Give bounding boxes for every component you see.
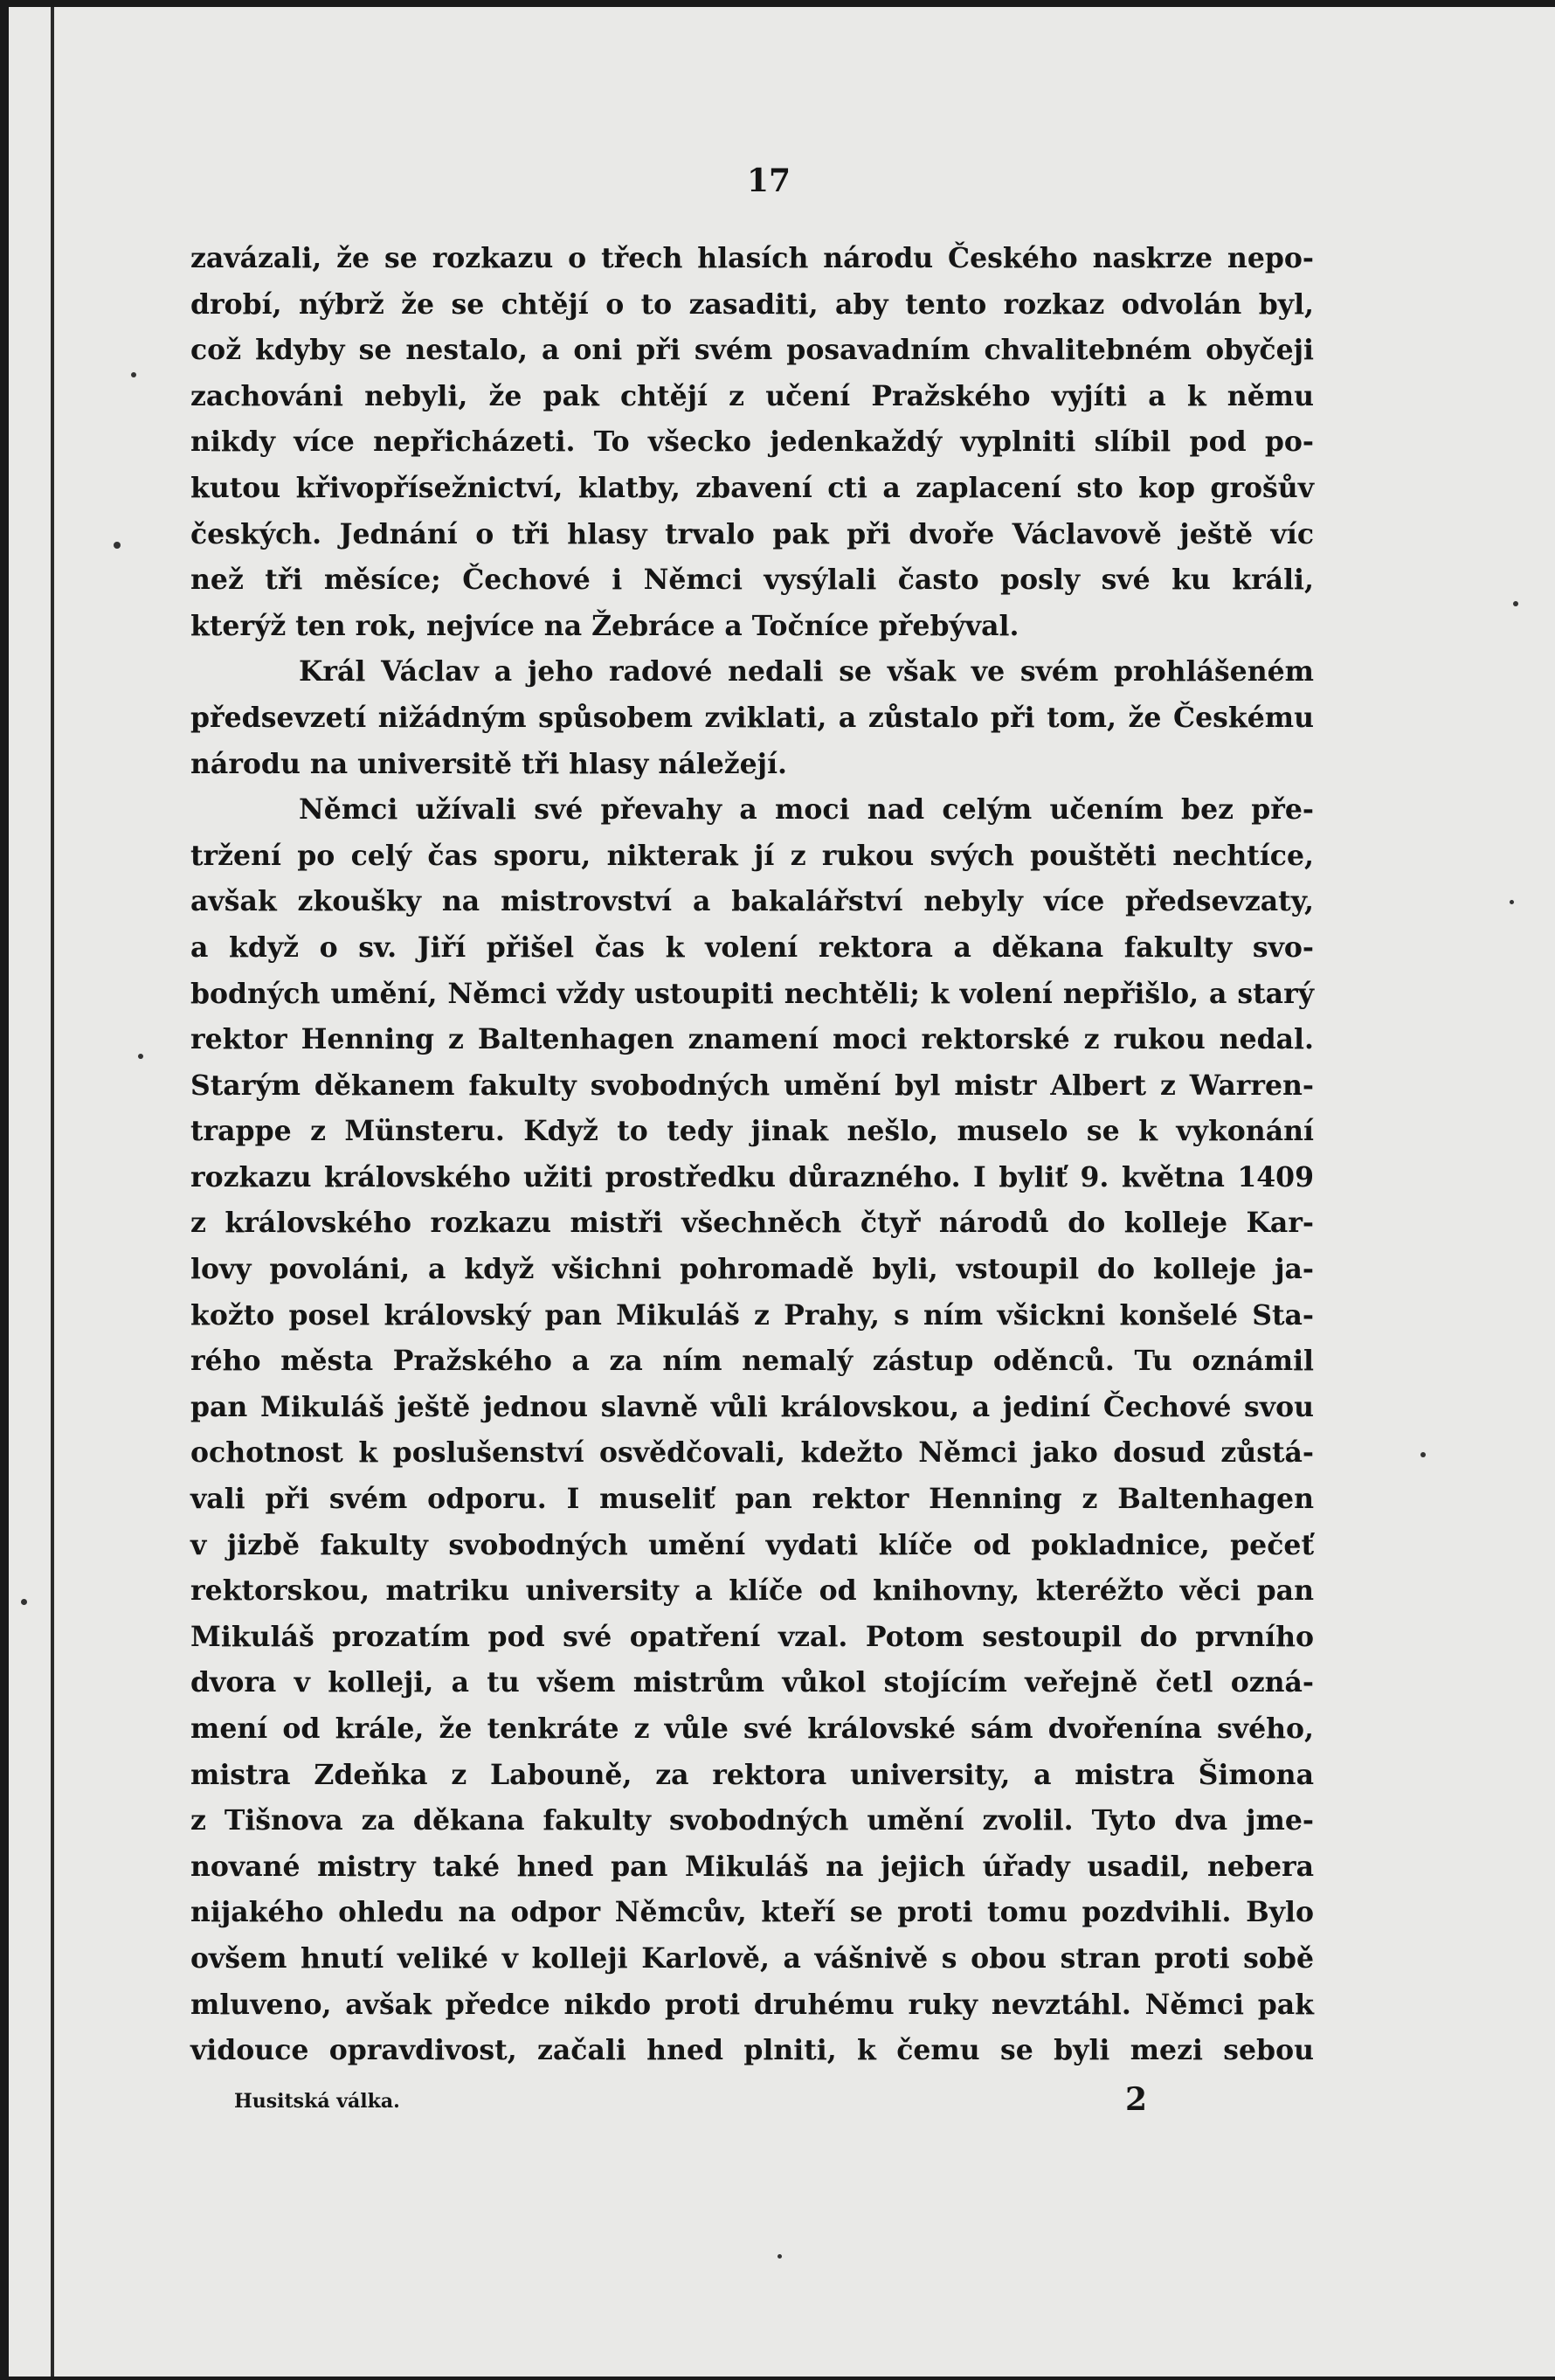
paragraph [190, 236, 1314, 649]
ink-speck [1510, 900, 1514, 904]
text-line: předsevzetí nižádným spůsobem zviklati, a zůstalo při tom, že Českému [190, 701, 1314, 734]
text-line: kožto posel královský pan Mikuláš z Prahy, s ním všickni konšelé Sta- [190, 1298, 1314, 1332]
text-line: trappe z Münsteru. Když to tedy jinak nešlo, muselo se k vykonání [190, 1115, 1314, 1148]
body-text [190, 236, 1314, 2074]
text-line: lovy povoláni, a když všichni pohromadě byli, vstoupil do kolleje ja- [190, 1253, 1314, 1286]
text-line: Mikuláš prozatím pod své opatření vzal. Potom sestoupil do prvního [190, 1620, 1314, 1653]
text-line: než tři měsíce; Čechové i Němci vysýlali často posly své ku králi, [190, 564, 1314, 597]
text-line: národu na universitě tři hlasy náležejí. [190, 747, 788, 780]
text-line: mení od krále, že tenkráte z vůle své královské sám dvořenína svého, [190, 1712, 1314, 1745]
text-line: vidouce opravdivost, začali hned plniti, k čemu se byli mezi sebou [190, 2034, 1314, 2067]
text-line: Němci užívali své převahy a moci nad celým učením bez pře- [299, 793, 1314, 827]
text-line: zavázali, že se rozkazu o třech hlasích národu Českého naskrze nepo- [190, 242, 1314, 274]
text-line: Král Václav a jeho radové nedali se však ve svém prohlášeném [299, 655, 1314, 688]
text-line: tržení po celý čas sporu, nikterak jí z rukou svých pouštěti nechtíce, [190, 839, 1314, 872]
text-line: rektorskou, matriku university a klíče od knihovny, kteréžto věci pan [190, 1574, 1314, 1608]
paragraph [190, 649, 1314, 787]
text-line: dvora v kolleji, a tu všem mistrům vůkol stojícím veřejně četl ozná- [190, 1666, 1314, 1699]
ink-speck [1513, 601, 1518, 606]
text-line: z královského rozkazu mistři všechněch čtyř národů do kolleje Kar- [190, 1207, 1314, 1240]
book-title: Husitská válka. [234, 2090, 400, 2113]
text-line: českých. Jednání o tři hlasy trvalo pak při dvoře Václavově ještě víc [190, 517, 1314, 550]
ink-speck [21, 1599, 27, 1605]
ink-speck [131, 372, 136, 377]
text-line: nijakého ohledu na odpor Němcův, kteří se proti tomu pozdvihli. Bylo [190, 1896, 1314, 1929]
text-line: což kdyby se nestalo, a oni při svém posavadním chvalitebném obyčeji [190, 334, 1314, 367]
text-line: nikdy více nepřicházeti. To všecko jedenkaždý vyplniti slíbil pod po- [190, 425, 1314, 459]
page-number: 17 [746, 163, 791, 199]
text-line: rého města Pražského a za ním nemalý zástup oděnců. Tu oznámil [190, 1345, 1314, 1378]
ink-speck [114, 542, 121, 549]
signature-mark: 2 [1125, 2081, 1148, 2118]
ink-speck [778, 2254, 782, 2259]
ink-speck [1420, 1452, 1426, 1457]
text-line: rozkazu královského užiti prostředku důrazného. I byliť 9. května 1409 [190, 1160, 1314, 1193]
text-line: drobí, nýbrž že se chtějí o to zasaditi, aby tento rozkaz odvolán byl, [190, 287, 1314, 321]
text-line: z Tišnova za děkana fakulty svobodných umění zvolil. Tyto dva jme- [190, 1804, 1314, 1837]
left-border-rule [51, 7, 54, 2377]
text-line: vali při svém odporu. I museliť pan rektor Henning z Baltenhagen [190, 1483, 1314, 1516]
text-line: nované mistry také hned pan Mikuláš na jejich úřady usadil, nebera [190, 1850, 1314, 1883]
text-line: pan Mikuláš ještě jednou slavně vůli královskou, a jediní Čechové svou [190, 1390, 1314, 1423]
text-line: ochotnost k poslušenství osvědčovali, kdežto Němci jako dosud zůstá- [190, 1436, 1314, 1470]
text-line: Starým děkanem fakulty svobodných umění byl mistr Albert z Warren- [190, 1069, 1314, 1102]
text-line: mistra Zdeňka z Labouně, za rektora university, a mistra Šimona [190, 1758, 1314, 1791]
text-line: kterýž ten rok, nejvíce na Žebráce a Točníce přebýval. [190, 609, 1019, 642]
text-line: a když o sv. Jiří přišel čas k volení rektora a děkana fakulty svo- [190, 931, 1314, 964]
text-line: v jizbě fakulty svobodných umění vydati klíče od pokladnice, pečeť [190, 1528, 1314, 1561]
text-line: bodných umění, Němci vždy ustoupiti nechtěli; k volení nepřišlo, a starý [190, 977, 1314, 1010]
text-line: kutou křivopřísežnictví, klatby, zbavení cti a zaplacení sto kop grošův [190, 471, 1314, 504]
text-line: rektor Henning z Baltenhagen znamení moci rektorské z rukou nedal. [190, 1023, 1314, 1056]
book-page [9, 7, 1555, 2377]
text-line: mluveno, avšak předce nikdo proti druhému ruky nevztáhl. Němci pak [190, 1988, 1314, 2021]
ink-speck [138, 1054, 143, 1059]
paragraph [190, 787, 1314, 2074]
text-line: avšak zkoušky na mistrovství a bakalářství nebyly více předsevzaty, [190, 885, 1314, 918]
text-line: zachováni nebyli, že pak chtějí z učení Pražského vyjíti a k němu [190, 379, 1314, 412]
text-line: ovšem hnutí veliké v kolleji Karlově, a vášnivě s obou stran proti sobě [190, 1941, 1314, 1975]
